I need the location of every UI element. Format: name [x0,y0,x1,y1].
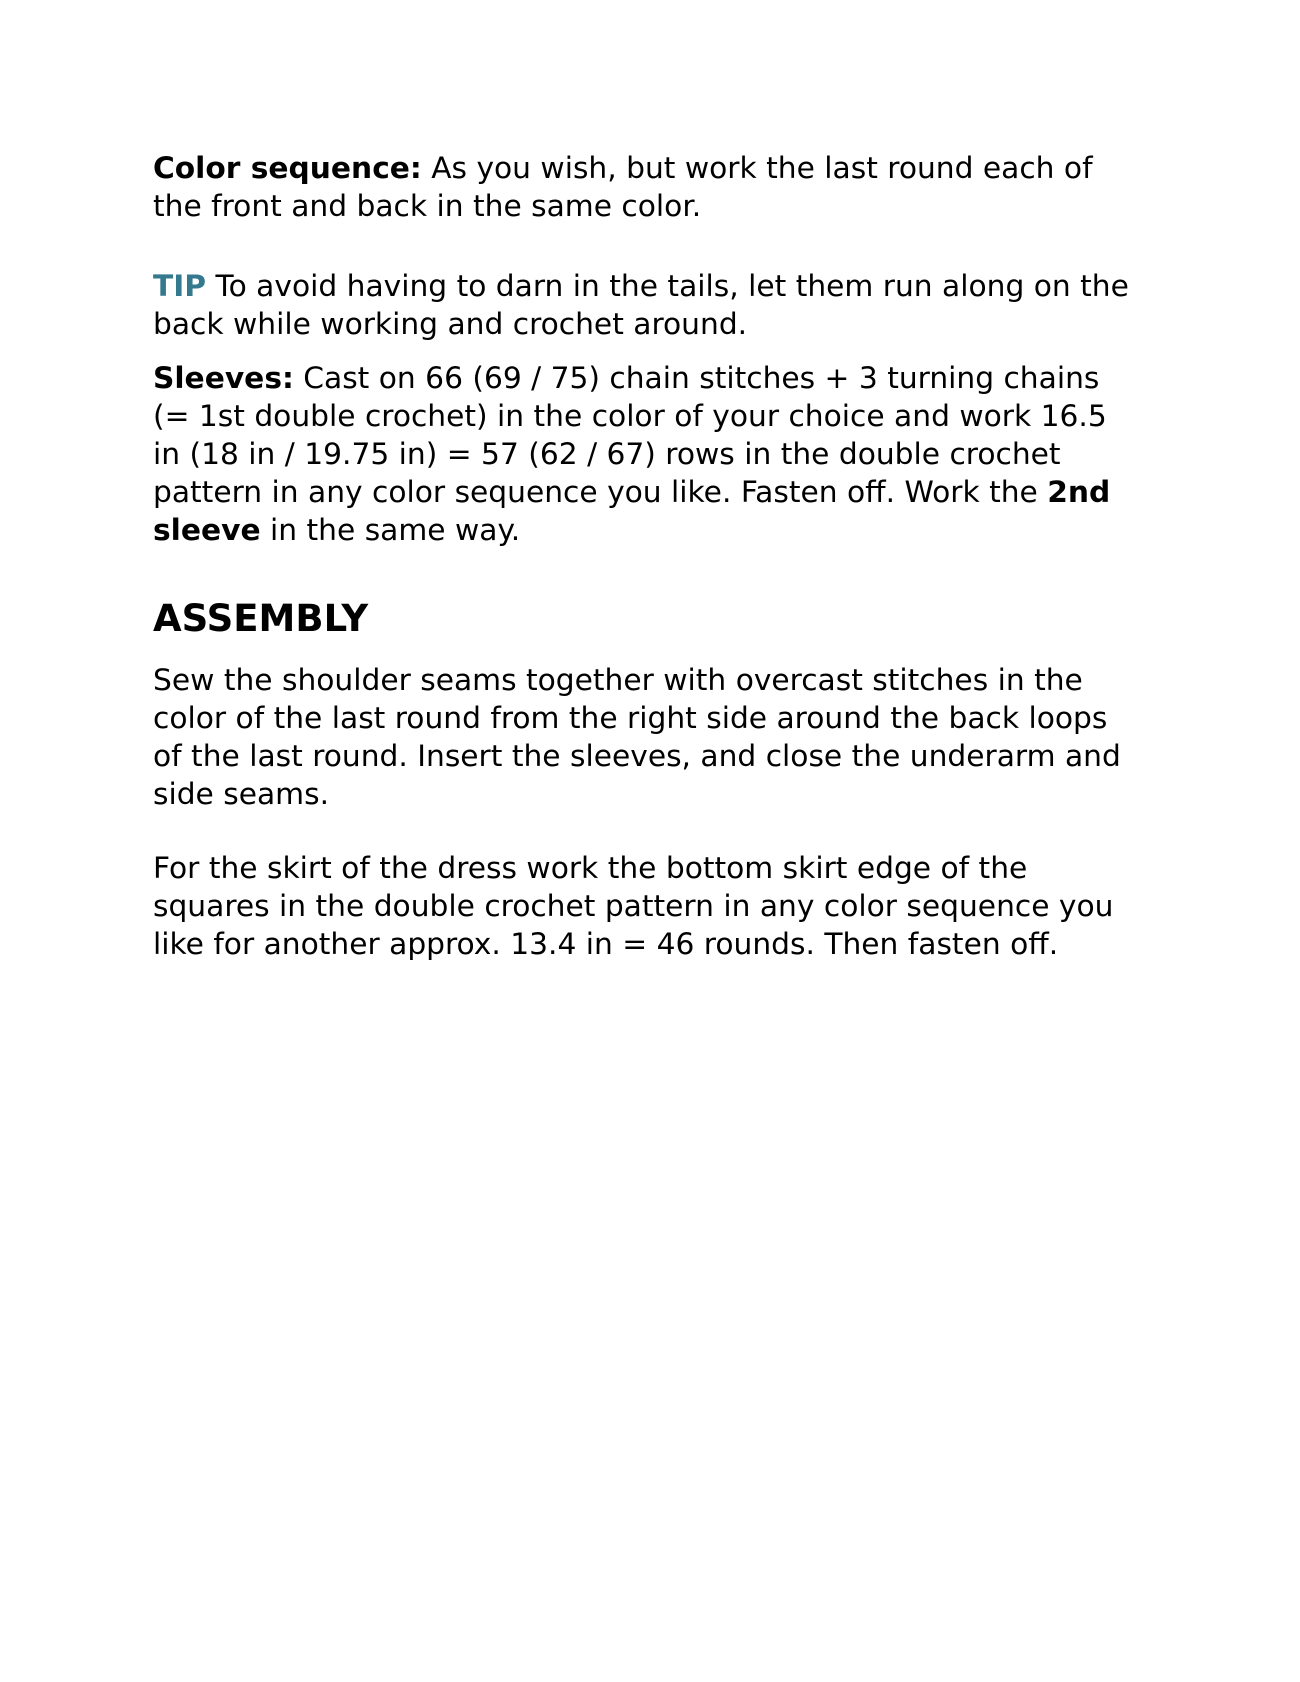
sleeves-text-after: in the same way. [260,513,521,548]
document-text-block [153,150,1143,964]
tip-text: To avoid having to darn in the tails, let them run along on the back while working and crochet around. [153,269,1129,342]
color-sequence-label: Color sequence: [153,151,422,186]
sleeves-text-before: Cast on 66 (69 / 75) chain stitches + 3 turning chains (= 1st double crochet) in the color of your choice and work 16.5 in (18 in / 19.75 in) = 57 (62 / 67) rows in the double crochet pattern in any color sequence you like. Fasten off. Work the [153,361,1107,510]
tip-paragraph [153,268,1143,344]
assembly-paragraph-skirt: For the skirt of the dress work the bottom skirt edge of the squares in the double crochet pattern in any color sequence you like for another approx. 13.4 in = 46 rounds. Then fasten off. [153,851,1114,962]
color-sequence-text: As you wish, but work the last round each of the front and back in the same color. [153,151,1093,224]
sleeves-paragraph [153,360,1143,550]
tip-label: TIP [153,269,207,304]
sleeves-label: Sleeves: [153,361,294,396]
sleeves-bold-phrase: 2nd sleeve [153,475,1111,548]
assembly-paragraph-seams: Sew the shoulder seams together with overcast stitches in the color of the last round from the right side around the back loops of the last round. Insert the sleeves, and close the underarm and side seams. [153,663,1121,812]
color-sequence-paragraph [153,150,1143,226]
assembly-heading: ASSEMBLY [153,597,369,640]
